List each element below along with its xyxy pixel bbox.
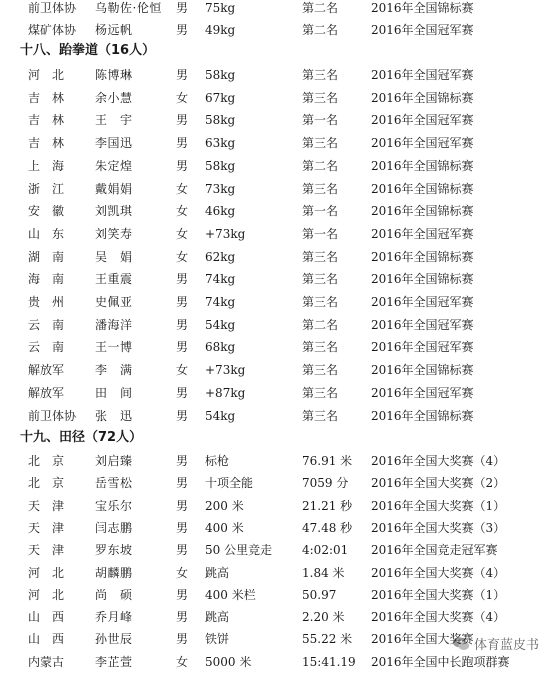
table-row	[0, 584, 550, 606]
table-row	[0, 517, 550, 539]
table-row	[0, 405, 550, 427]
table-row	[0, 562, 550, 584]
event-cell: 74kg	[205, 272, 236, 287]
event-cell: 46kg	[205, 204, 236, 219]
event-cell: 200 米	[205, 498, 244, 513]
unit-cell: 天 津	[28, 520, 65, 535]
event-cell: +73kg	[205, 363, 246, 378]
table-row	[0, 64, 550, 86]
table-row	[0, 132, 550, 154]
result-cell: 1.84 米	[302, 565, 345, 580]
gender-cell: 女	[176, 204, 189, 219]
name-cell: 史佩亚	[95, 295, 133, 309]
result-cell: 第三名	[302, 340, 339, 355]
name-cell: 罗东坡	[95, 543, 133, 558]
gender-cell: 男	[176, 408, 189, 423]
competition-cell: 2016年全国冠军赛	[371, 226, 474, 241]
event-cell: 跳高	[205, 565, 230, 580]
unit-cell: 吉 林	[28, 136, 65, 151]
name-cell: 刘启臻	[95, 454, 133, 468]
competition-cell: 2016年全国冠军赛	[371, 385, 474, 400]
gender-cell: 男	[176, 587, 189, 602]
result-cell: 第三名	[302, 295, 339, 309]
gender-cell: 男	[176, 272, 189, 287]
competition-cell: 2016年全国锦标赛	[371, 181, 474, 196]
competition-cell: 2016年全国中长跑项群赛	[371, 654, 510, 669]
event-cell: 标枪	[205, 454, 230, 468]
gender-cell: 男	[176, 68, 189, 82]
result-cell: 第一名	[302, 204, 339, 219]
competition-cell: 2016年全国大奖赛（1）	[371, 498, 506, 513]
unit-cell: 浙 江	[28, 181, 65, 196]
gender-cell: 女	[176, 181, 189, 196]
gender-cell: 男	[176, 23, 189, 37]
name-cell: 乔月峰	[95, 610, 133, 625]
result-cell: 第三名	[302, 272, 339, 287]
competition-cell: 2016年全国锦标赛	[371, 158, 474, 173]
event-cell: 67kg	[205, 90, 236, 105]
unit-cell: 吉 林	[28, 90, 65, 105]
gender-cell: 男	[176, 136, 189, 151]
table-row	[0, 359, 550, 381]
gender-cell: 女	[176, 565, 189, 580]
table-row	[0, 606, 550, 628]
event-cell: 50 公里竞走	[205, 543, 273, 558]
gender-cell: 男	[176, 610, 189, 625]
competition-cell: 2016年全国大奖赛（1）	[371, 587, 506, 602]
event-cell: 73kg	[205, 181, 236, 196]
gender-cell: 女	[176, 249, 189, 264]
competition-cell: 2016年全国锦标赛	[371, 249, 474, 264]
table-row	[0, 19, 550, 41]
unit-cell: 内蒙古	[28, 654, 65, 669]
gender-cell: 女	[176, 90, 189, 105]
result-cell: 第三名	[302, 181, 339, 196]
gender-cell: 男	[176, 317, 189, 332]
table-row	[0, 539, 550, 561]
gender-cell: 男	[176, 543, 189, 558]
table-row	[0, 200, 550, 222]
table-row	[0, 246, 550, 268]
result-cell: 第三名	[302, 136, 339, 151]
result-cell: 7059 分	[302, 476, 349, 491]
event-cell: 5000 米	[205, 654, 252, 669]
competition-cell: 2016年全国冠军赛	[371, 295, 474, 309]
event-cell: 58kg	[205, 113, 236, 128]
event-cell: 铁饼	[205, 632, 230, 647]
name-cell: 田 间	[95, 385, 133, 400]
event-cell: 400 米栏	[205, 587, 256, 602]
event-cell: 68kg	[205, 340, 236, 355]
gender-cell: 男	[176, 454, 189, 468]
result-cell: 第三名	[302, 363, 339, 378]
result-cell: 第三名	[302, 408, 339, 423]
table-row	[0, 495, 550, 517]
gender-cell: 男	[176, 520, 189, 535]
unit-cell: 云 南	[28, 340, 65, 355]
event-cell: 跳高	[205, 610, 230, 625]
table-row	[0, 291, 550, 313]
unit-cell: 解放军	[28, 385, 65, 400]
unit-cell: 河 北	[28, 565, 65, 580]
unit-cell: 上 海	[28, 158, 65, 173]
name-cell: 余小慧	[95, 90, 133, 105]
name-cell: 李 满	[95, 363, 133, 378]
event-cell: 63kg	[205, 136, 236, 151]
name-cell: 吴 娟	[95, 249, 133, 264]
unit-cell: 天 津	[28, 498, 65, 513]
event-cell: 58kg	[205, 158, 236, 173]
unit-cell: 吉 林	[28, 113, 65, 128]
result-cell: 55.22 米	[302, 632, 353, 647]
result-cell: 第三名	[302, 68, 339, 82]
competition-cell: 2016年全国大奖赛	[371, 632, 474, 647]
event-cell: 62kg	[205, 249, 236, 264]
competition-cell: 2016年全国冠军赛	[371, 136, 474, 151]
unit-cell: 北 京	[28, 454, 65, 468]
gender-cell: 男	[176, 476, 189, 491]
result-cell: 第一名	[302, 113, 339, 128]
competition-cell: 2016年全国大奖赛（4）	[371, 610, 506, 625]
gender-cell: 男	[176, 385, 189, 400]
name-cell: 陈博琳	[95, 68, 133, 82]
name-cell: 张 迅	[95, 408, 133, 423]
unit-cell: 天 津	[28, 543, 65, 558]
result-cell: 第一名	[302, 226, 339, 241]
event-cell: 400 米	[205, 520, 244, 535]
unit-cell: 北 京	[28, 476, 65, 491]
event-cell: 49kg	[205, 23, 236, 37]
name-cell: 岳雪松	[95, 476, 133, 491]
name-cell: 王一博	[95, 340, 133, 355]
unit-cell: 山 西	[28, 632, 65, 647]
unit-cell: 前卫体协	[28, 1, 77, 15]
competition-cell: 2016年全国大奖赛（4）	[371, 565, 506, 580]
result-cell: 21.21 秒	[302, 498, 353, 513]
table-row	[0, 223, 550, 245]
event-cell: 74kg	[205, 295, 236, 309]
name-cell: 宝乐尔	[95, 498, 133, 513]
unit-cell: 贵 州	[28, 295, 65, 309]
unit-cell: 前卫体协	[28, 408, 77, 423]
name-cell: 李国迅	[95, 136, 133, 151]
unit-cell: 解放军	[28, 363, 65, 378]
table-row	[0, 651, 550, 673]
gender-cell: 男	[176, 498, 189, 513]
result-cell: 47.48 秒	[302, 520, 353, 535]
result-cell: 第二名	[302, 317, 339, 332]
section-heading-athletics: 十九、田径（72人）	[20, 430, 143, 445]
table-row	[0, 0, 550, 19]
event-cell: 58kg	[205, 68, 236, 82]
unit-cell: 安 徽	[28, 204, 65, 219]
name-cell: 朱定煌	[95, 158, 133, 173]
competition-cell: 2016年全国冠军赛	[371, 68, 474, 82]
unit-cell: 海 南	[28, 272, 65, 287]
unit-cell: 煤矿体协	[28, 23, 77, 37]
event-cell: 54kg	[205, 408, 236, 423]
name-cell: 尚 硕	[95, 587, 133, 602]
unit-cell: 云 南	[28, 317, 65, 332]
name-cell: 乌勒佐·伦恒	[95, 1, 162, 15]
competition-cell: 2016年全国冠军赛	[371, 317, 474, 332]
name-cell: 闫志鹏	[95, 520, 133, 535]
competition-cell: 2016年全国冠军赛	[371, 113, 474, 128]
watermark-text: 体育蓝皮书	[473, 638, 539, 653]
name-cell: 孙世辰	[95, 632, 133, 647]
gender-cell: 女	[176, 654, 189, 669]
table-row	[0, 450, 550, 472]
event-cell: +87kg	[205, 385, 246, 400]
gender-cell: 男	[176, 1, 189, 15]
unit-cell: 湖 南	[28, 249, 65, 264]
result-cell: 第二名	[302, 1, 339, 15]
result-cell: 第三名	[302, 385, 339, 400]
result-cell: 2.20 米	[302, 610, 345, 625]
competition-cell: 2016年全国冠军赛	[371, 340, 474, 355]
gender-cell: 男	[176, 295, 189, 309]
name-cell: 李芷萱	[95, 654, 133, 669]
event-cell: 75kg	[205, 1, 236, 15]
gender-cell: 女	[176, 226, 189, 241]
section-heading-taekwondo: 十八、跆拳道（16人）	[20, 43, 156, 58]
name-cell: 杨远帆	[95, 23, 133, 37]
unit-cell: 河 北	[28, 587, 65, 602]
competition-cell: 2016年全国大奖赛（4）	[371, 454, 506, 468]
name-cell: 刘笑寿	[95, 226, 133, 241]
unit-cell: 河 北	[28, 68, 65, 82]
competition-cell: 2016年全国锦标赛	[371, 204, 474, 219]
table-row	[0, 109, 550, 131]
event-cell: 54kg	[205, 317, 236, 332]
competition-cell: 2016年全国锦标赛	[371, 408, 474, 423]
name-cell: 王重震	[95, 272, 133, 287]
competition-cell: 2016年全国大奖赛（3）	[371, 520, 506, 535]
competition-cell: 2016年全国锦标赛	[371, 1, 474, 15]
gender-cell: 男	[176, 632, 189, 647]
gender-cell: 男	[176, 340, 189, 355]
table-row	[0, 268, 550, 290]
result-cell: 第二名	[302, 23, 339, 37]
table-row	[0, 178, 550, 200]
event-cell: 十项全能	[205, 476, 254, 491]
name-cell: 潘海洋	[95, 317, 133, 332]
name-cell: 王 宇	[95, 113, 133, 128]
result-cell: 50.97	[302, 587, 337, 602]
gender-cell: 男	[176, 113, 189, 128]
event-cell: +73kg	[205, 226, 246, 241]
result-cell: 第三名	[302, 90, 339, 105]
table-row	[0, 336, 550, 358]
result-cell: 第三名	[302, 249, 339, 264]
gender-cell: 女	[176, 363, 189, 378]
name-cell: 胡麟鹏	[95, 565, 133, 580]
competition-cell: 2016年全国锦标赛	[371, 363, 474, 378]
table-row	[0, 314, 550, 336]
competition-cell: 2016年全国冠军赛	[371, 23, 474, 37]
competition-cell: 2016年全国锦标赛	[371, 90, 474, 105]
name-cell: 戴娟娟	[95, 181, 133, 196]
competition-cell: 2016年全国竞走冠军赛	[371, 543, 498, 558]
table-row	[0, 472, 550, 494]
result-cell: 76.91 米	[302, 454, 353, 468]
unit-cell: 山 东	[28, 226, 65, 241]
table-row	[0, 87, 550, 109]
competition-cell: 2016年全国锦标赛	[371, 272, 474, 287]
competition-cell: 2016年全国大奖赛（2）	[371, 476, 506, 491]
gender-cell: 男	[176, 158, 189, 173]
name-cell: 刘凯琪	[95, 204, 133, 219]
table-row	[0, 628, 550, 650]
result-cell: 15:41.19	[302, 654, 356, 669]
result-cell: 4:02:01	[302, 543, 349, 558]
table-row	[0, 155, 550, 177]
table-row	[0, 382, 550, 404]
result-cell: 第二名	[302, 158, 339, 173]
unit-cell: 山 西	[28, 610, 65, 625]
